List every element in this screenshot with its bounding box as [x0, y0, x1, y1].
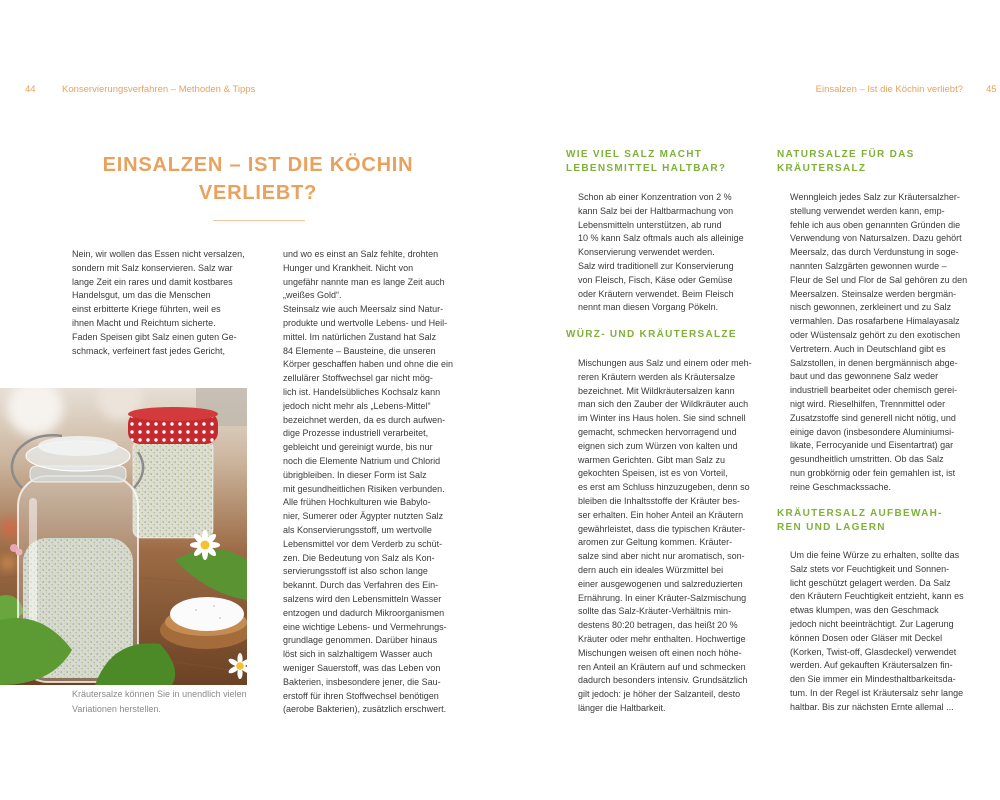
- text-line: (Korken, Twist-off, Glasdeckel) verwendet: [790, 646, 957, 657]
- chapter-title-line: EINSALZEN – IST DIE KÖCHIN: [102, 154, 414, 176]
- text-line: haltbar. Bis zur nächsten Ernte allemal ...: [790, 701, 954, 712]
- salt-mound: [170, 597, 244, 631]
- text-line: Um die feine Würze zu erhalten, sollte das: [790, 550, 960, 560]
- text-line: dern auch ein ideales Würzmittel bei: [578, 564, 724, 575]
- text-line: bezeichnet. Mit Wildkräutersalzen kann: [578, 385, 735, 396]
- text-line: bezeichnet werden, da es durch aufwen-: [283, 414, 446, 425]
- text-line: salzens wird den Lebensmitteln Wasser: [283, 593, 442, 604]
- running-title-right: Einsalzen – Ist die Köchin verliebt?: [815, 84, 963, 95]
- text-line: bekannt. Durch das Verfahren des Ein-: [283, 580, 439, 591]
- text-line: Handelsgut, um das die Menschen: [72, 290, 211, 301]
- text-line: Salz stets vor Feuchtigkeit und Sonnen-: [790, 563, 950, 574]
- text-line: Lebensmittel vor dem Verderb zu schüt-: [283, 538, 443, 549]
- text-line: eine wichtige Lebens- und Vermehrungs-: [283, 621, 447, 632]
- text-line: Vertretern. Auch in Deutschland gibt es: [790, 343, 946, 354]
- text-line: baut und das gewonnene Salz weder: [790, 371, 939, 382]
- section-heading-line: KRÄUTERSALZ AUFBEWAH-: [777, 508, 943, 519]
- section-heading-line: WÜRZ- UND KRÄUTERSALZE: [566, 329, 737, 340]
- photo-caption: [72, 687, 247, 716]
- text-line: Schon ab einer Konzentration von 2 %: [578, 192, 732, 202]
- text-line: etwas klumpen, was den Geschmack: [790, 605, 939, 616]
- text-line: kann Salz bei der Haltbarmachung von: [578, 205, 734, 216]
- section-heading-line: WIE VIEL SALZ MACHT: [566, 149, 703, 160]
- text-line: oder Wüstensalz gehört zu den exotischen: [790, 329, 961, 340]
- text-line: können Dosen oder Gläser mit Deckel: [790, 632, 943, 643]
- text-line: nigt wird. Rieselhilfen, Trennmittel oder: [790, 398, 946, 409]
- text-line: gilt jedoch: je höher der Salzanteil, desto: [578, 689, 741, 700]
- chapter-title-line: VERLIEBT?: [198, 182, 318, 204]
- text-line: oder Kräutern verwendet. Beim Fleisch: [578, 288, 734, 299]
- text-line: servierungsstoff ist also schon lange: [283, 566, 428, 577]
- text-line: im Winter ins Haus holen. Sie sind schnell: [578, 413, 746, 424]
- text-line: jedoch nicht beeinträchtigt. Zur Lagerung: [790, 618, 954, 629]
- text-line: gebleicht und gereinigt wurde, bis nur: [283, 442, 433, 453]
- text-line: Bakterien, insbesondere jener, die Sau-: [283, 676, 441, 687]
- text-line: Meersalz, das durch Verdunstung in soge-: [790, 247, 959, 258]
- text-line: likate, Ferrocyanide und Eisentartrat) gar: [790, 440, 954, 451]
- text-line: gewährleistet, dass die typischen Kräuter-: [578, 523, 746, 534]
- text-line: dadurch besonders intensiv. Grundsätzlich: [578, 675, 748, 686]
- text-line: man sich den Zauber der Wildkräuter auch: [578, 399, 749, 410]
- intro-column: [72, 248, 245, 358]
- section-heading-line: REN UND LAGERN: [777, 522, 886, 533]
- text-line: Nein, wir wollen das Essen nicht versalzen,: [72, 249, 245, 259]
- text-line: einige davon (insbesondere Aluminiumsi-: [790, 426, 955, 437]
- text-line: schmack, verfeinert fast jedes Gericht,: [72, 345, 226, 356]
- title-divider: [213, 220, 305, 221]
- text-line: lange Zeit ein rares und damit kostbares: [72, 276, 233, 287]
- page-number-left: 44: [25, 84, 36, 95]
- text-line: Lebensmitteln unterstützen, ab rund: [578, 219, 722, 230]
- section-text: [790, 549, 964, 715]
- text-line: löst sich in salzhaltigem Wasser auch: [283, 649, 433, 660]
- text-line: dige Prozesse industriell verarbeitet,: [283, 428, 429, 439]
- text-line: reine Geschmackssache.: [790, 481, 892, 492]
- text-line: erstoff für ihren Stoffwechsel benötigen: [283, 690, 439, 701]
- text-line: 84 Elemente – Bausteine, die unseren: [283, 345, 436, 356]
- glass-lid-top: [38, 436, 118, 456]
- text-line: Verwendung von Natursalzen. Dazu gehört: [790, 233, 962, 244]
- text-line: Körper geschaffen haben und ohne die ein: [283, 359, 453, 370]
- text-line: sollte das Salz-Kräuter-Verhältnis min-: [578, 606, 732, 617]
- salt-grain: [213, 605, 215, 607]
- flower-petal: [16, 549, 23, 556]
- text-line: es erst am Schluss hinzuzugeben, denn so: [578, 482, 750, 493]
- text-line: Fleur de Sel und Flor de Sal gehören zu den: [790, 274, 968, 285]
- text-line: vermahlen. Das rosafarbene Himalayasalz: [790, 316, 960, 327]
- text-line: bleiben die Inhaltsstoffe der Kräuter bes-: [578, 495, 740, 506]
- text-line: industriell bearbeitet oder chemisch gerei-: [790, 385, 958, 396]
- salt-grain: [219, 617, 221, 619]
- text-line: mit gesundheitlichen Risiken verbunden.: [283, 483, 445, 494]
- text-line: Kräuter oder mehr enthalten. Hochwertige: [578, 633, 746, 644]
- chapter-title: [0, 151, 516, 207]
- text-line: länger die Haltbarkeit.: [578, 702, 666, 713]
- text-line: jedoch nicht mehr als „Lebens-Mittel“: [283, 400, 431, 411]
- text-line: produkte und wertvolle Lebens- und Heil-: [283, 317, 448, 328]
- text-line: Salzstollen, in denen bergmännisch abge-: [790, 357, 958, 368]
- text-line: grundlage genommen. Darüber hinaus: [283, 635, 438, 646]
- text-line: zen. Die Bedeutung von Salz als Kon-: [283, 552, 435, 563]
- text-line: tum. In der Regel ist Kräutersalz sehr lange: [790, 687, 964, 698]
- text-line: zellulärer Stoffwechsel gar nicht mög-: [283, 373, 433, 384]
- text-line: gesundheitlich umstritten. Ob das Salz: [790, 454, 944, 465]
- text-line: nun grobkörnig oder fein gemahlen ist, ist: [790, 467, 956, 478]
- text-line: lich ist. Handelsübliches Kochsalz kann: [283, 386, 441, 397]
- text-line: Alle frühen Hochkulturen wie Babylo-: [283, 497, 431, 508]
- text-line: ungefähr nannte man es lange Zeit auch: [283, 276, 445, 287]
- text-line: Kräutersalze können Sie in unendlich vielen: [72, 689, 247, 699]
- text-line: einer ausgewogenen und salzreduzierten: [578, 578, 743, 589]
- page-number-right: 45: [986, 84, 997, 95]
- text-line: Meersalzen. Steinsalze werden bergmän-: [790, 288, 957, 299]
- text-line: salze sind aber nicht nur aromatisch, son-: [578, 551, 745, 562]
- text-line: von Fleisch, Fisch, Käse oder Gemüse: [578, 274, 733, 285]
- lid-top: [128, 407, 218, 421]
- text-line: ren Anteil an Kräutern auf und schmecken: [578, 661, 746, 672]
- photo-illustration: [0, 388, 247, 685]
- text-line: nisch gewonnen, zerkleinert und zu Salz: [790, 302, 952, 313]
- text-line: nannten Salzgärten gewonnen wurde –: [790, 260, 947, 271]
- text-line: aromen zur Geltung kommen. Kräuter-: [578, 537, 733, 548]
- text-line: reren Kräutern werden als Kräutersalze: [578, 371, 736, 382]
- text-line: ihnen Macht und Reichtum sicherte.: [72, 317, 216, 328]
- text-line: stellung verwendet werden kann, emp-: [790, 205, 945, 216]
- text-line: gekochten Speisen, ist es von Vorteil,: [578, 468, 728, 479]
- text-line: Variationen herstellen.: [72, 703, 161, 714]
- text-line: Hunger und Krankheit. Nicht von: [283, 262, 414, 273]
- text-line: den Kräutern Feuchtigkeit entzieht, kann es: [790, 591, 964, 602]
- text-line: Salz wird traditionell zur Konservierung: [578, 260, 734, 271]
- text-line: „weißes Gold“.: [283, 290, 342, 301]
- daisy-flower: [190, 530, 220, 560]
- text-line: entzogen und dadurch Mikroorganismen: [283, 607, 445, 618]
- section-text: [790, 191, 967, 495]
- text-line: nier, Sumerer oder Ägypter nutzten Salz: [283, 511, 444, 522]
- section-heading: [777, 148, 915, 176]
- text-line: werden. Auf gekauften Kräutersalzen fin-: [790, 660, 953, 671]
- text-line: fehle ich aus oben genannten Gründen die: [790, 219, 961, 230]
- section-heading: [566, 328, 737, 342]
- text-line: und wo es einst an Salz fehlte, drohten: [283, 249, 439, 259]
- running-title-left: Konservierungsverfahren – Methoden & Tipps: [62, 84, 256, 95]
- text-line: als Konservierungsstoff, um wertvolle: [283, 524, 432, 535]
- section-heading-line: NATURSALZE FÜR DAS: [777, 149, 915, 160]
- section-heading: [777, 507, 943, 535]
- text-line: Mischungen aus Salz und einem oder meh-: [578, 358, 752, 368]
- text-line: Konservierung verwendet werden.: [578, 247, 715, 258]
- text-line: Faden Speisen gibt Salz einen guten Ge-: [72, 331, 237, 342]
- main-text-column: [283, 248, 453, 717]
- text-line: mittel. Im natürlichen Zustand hat Salz: [283, 331, 437, 342]
- text-line: eignen sich zum Würzen von kalten und: [578, 440, 738, 451]
- section-heading-line: KRÄUTERSALZ: [777, 163, 867, 174]
- daisy-center: [201, 541, 210, 550]
- text-line: sondern mit Salz konservieren. Salz war: [72, 262, 233, 273]
- text-line: Zusatzstoffe sind generell nicht nötig, und: [790, 412, 956, 423]
- text-line: weniger Sauerstoff, was das Leben von: [283, 662, 441, 673]
- text-line: nennt man diesen Vorgang Pökeln.: [578, 302, 719, 313]
- jar-glass: [133, 440, 213, 538]
- bokeh-orange: [1, 556, 15, 570]
- text-line: einst erbitterte Kriege führten, weil es: [72, 304, 221, 315]
- text-line: übrigbleiben. In dieser Form ist Salz: [283, 469, 427, 480]
- daisy-center: [236, 662, 244, 670]
- text-line: Wenngleich jedes Salz zur Kräutersalzher-: [790, 192, 960, 202]
- text-line: Ernährung. In einer Kräuter-Salzmischung: [578, 592, 747, 603]
- salt-grain: [195, 609, 197, 611]
- text-line: destens 80:20 betragen, das heißt 20 %: [578, 620, 738, 631]
- text-line: ser erhalten. Ein hoher Anteil an Kräutern: [578, 509, 744, 520]
- text-line: 10 % kann Salz oftmals auch als alleinige: [578, 233, 744, 244]
- text-line: Steinsalz wie auch Meersalz sind Natur-: [283, 304, 444, 315]
- section-heading: [566, 148, 726, 176]
- section-text: [578, 357, 752, 716]
- section-text: [578, 191, 744, 315]
- text-line: warmen Gerichten. Gibt man Salz zu: [578, 454, 726, 465]
- text-line: licht geschützt gelagert werden. Da Salz: [790, 577, 951, 588]
- text-line: den Sie immer ein Mindesthaltbarkeitsda-: [790, 674, 956, 685]
- text-line: Mischungen weisen oft einen noch höhe-: [578, 647, 742, 658]
- text-line: (aerobe Bakterien), zusätzlich erschwert.: [283, 704, 447, 715]
- section-heading-line: LEBENSMITTEL HALTBAR?: [566, 163, 727, 174]
- text-line: noch die Elemente Natrium und Chlorid: [283, 455, 441, 466]
- text-line: gemacht, schmecken hervorragend und: [578, 426, 737, 437]
- photo-herb-salt-jars: [0, 388, 247, 685]
